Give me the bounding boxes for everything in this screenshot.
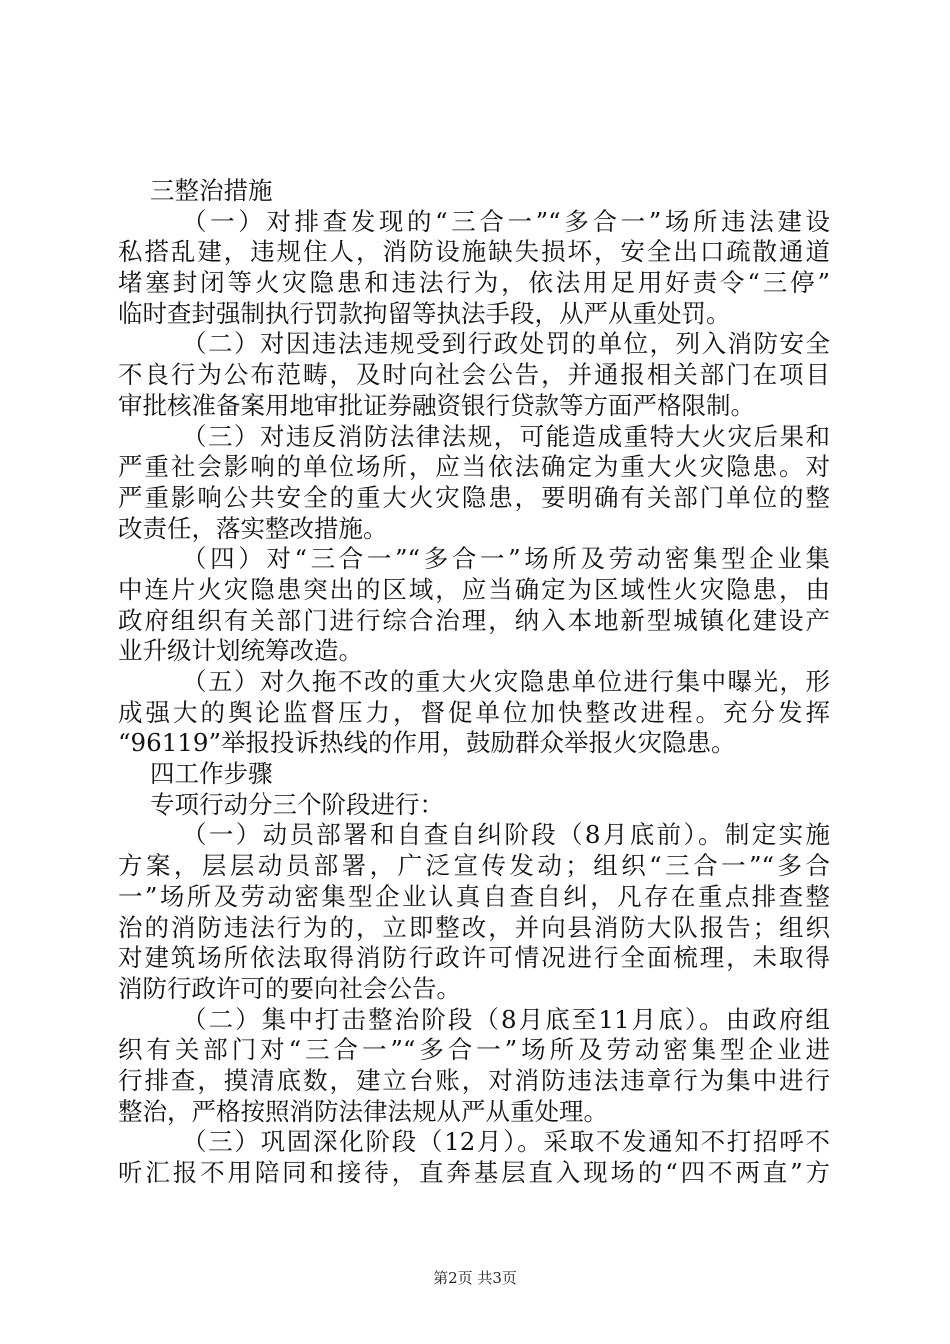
paragraph-line: 行排查，摸清底数，建立台账，对消防违法违章行为集中进行 (118, 1066, 830, 1096)
paragraph-line: 听汇报不用陪同和接待，直奔基层直入现场的“四不两直”方 (118, 1158, 830, 1188)
section-heading: 三整治措施 (150, 176, 273, 205)
paragraph-line: 治的消防违法行为的，立即整改，并向县消防大队报告；组织 (118, 912, 830, 942)
paragraph-line: 织有关部门对“三合一”“多合一”场所及劳动密集型企业进 (118, 1035, 830, 1065)
paragraph-line: “96119”举报投诉热线的作用，鼓励群众举报火灾隐患。 (118, 728, 736, 758)
paragraph-line: 改责任，落实整改措施。 (118, 513, 388, 543)
paragraph-line: （一）动员部署和自查自纠阶段（8月底前）。制定实施 (182, 820, 830, 850)
paragraph-line: （二）集中打击整治阶段（8月底至11月底）。由政府组 (182, 1004, 830, 1034)
paragraph-line: 临时查封强制执行罚款拘留等执法手段，从严从重处罚。 (118, 298, 731, 328)
paragraph-line: （四）对“三合一”“多合一”场所及劳动密集型企业集 (182, 544, 830, 574)
paragraph-line: 堵塞封闭等火灾隐患和违法行为，依法用足用好责令“三停” (118, 268, 830, 298)
paragraph-line: 消防行政许可的要向社会公告。 (118, 973, 461, 1003)
page-footer: 第2页 共3页 (433, 1269, 517, 1287)
paragraph-line: 对建筑场所依法取得消防行政许可情况进行全面梳理，未取得 (118, 943, 830, 973)
paragraph-line: 专项行动分三个阶段进行： (150, 789, 444, 819)
paragraph-line: 中连片火灾隐患突出的区域，应当确定为区域性火灾隐患，由 (118, 574, 830, 604)
paragraph-line: （五）对久拖不改的重大火灾隐患单位进行集中曝光，形 (182, 667, 830, 697)
paragraph-line: 一”场所及劳动密集型企业认真自查自纠，凡存在重点排查整 (118, 881, 830, 911)
paragraph-line: （三）巩固深化阶段（12月）。采取不发通知不打招呼不 (182, 1127, 830, 1157)
paragraph-line: （三）对违反消防法律法规，可能造成重特大火灾后果和 (182, 421, 830, 451)
paragraph-line: 业升级计划统筹改造。 (118, 636, 363, 666)
paragraph-line: 方案，层层动员部署，广泛宣传发动；组织“三合一”“多合 (118, 851, 830, 881)
section-heading: 四工作步骤 (150, 759, 273, 789)
paragraph-line: 不良行为公布范畴，及时向社会公告，并通报相关部门在项目 (118, 360, 830, 390)
paragraph-line: 整治，严格按照消防法律法规从严从重处理。 (118, 1096, 608, 1126)
paragraph-line: （一）对排查发现的“三合一”“多合一”场所违法建设 (182, 206, 830, 236)
paragraph-line: 严重社会影响的单位场所，应当依法确定为重大火灾隐患。对 (118, 452, 830, 482)
paragraph-line: 私搭乱建，违规住人，消防设施缺失损坏，安全出口疏散通道 (118, 237, 830, 267)
paragraph-line: 成强大的舆论监督压力，督促单位加快整改进程。充分发挥 (118, 697, 830, 727)
paragraph-line: （二）对因违法违规受到行政处罚的单位，列入消防安全 (182, 329, 830, 359)
paragraph-line: 严重影响公共安全的重大火灾隐患，要明确有关部门单位的整 (118, 482, 830, 512)
paragraph-line: 审批核准备案用地审批证券融资银行贷款等方面严格限制。 (118, 390, 755, 420)
paragraph-line: 政府组织有关部门进行综合治理，纳入本地新型城镇化建设产 (118, 605, 830, 635)
